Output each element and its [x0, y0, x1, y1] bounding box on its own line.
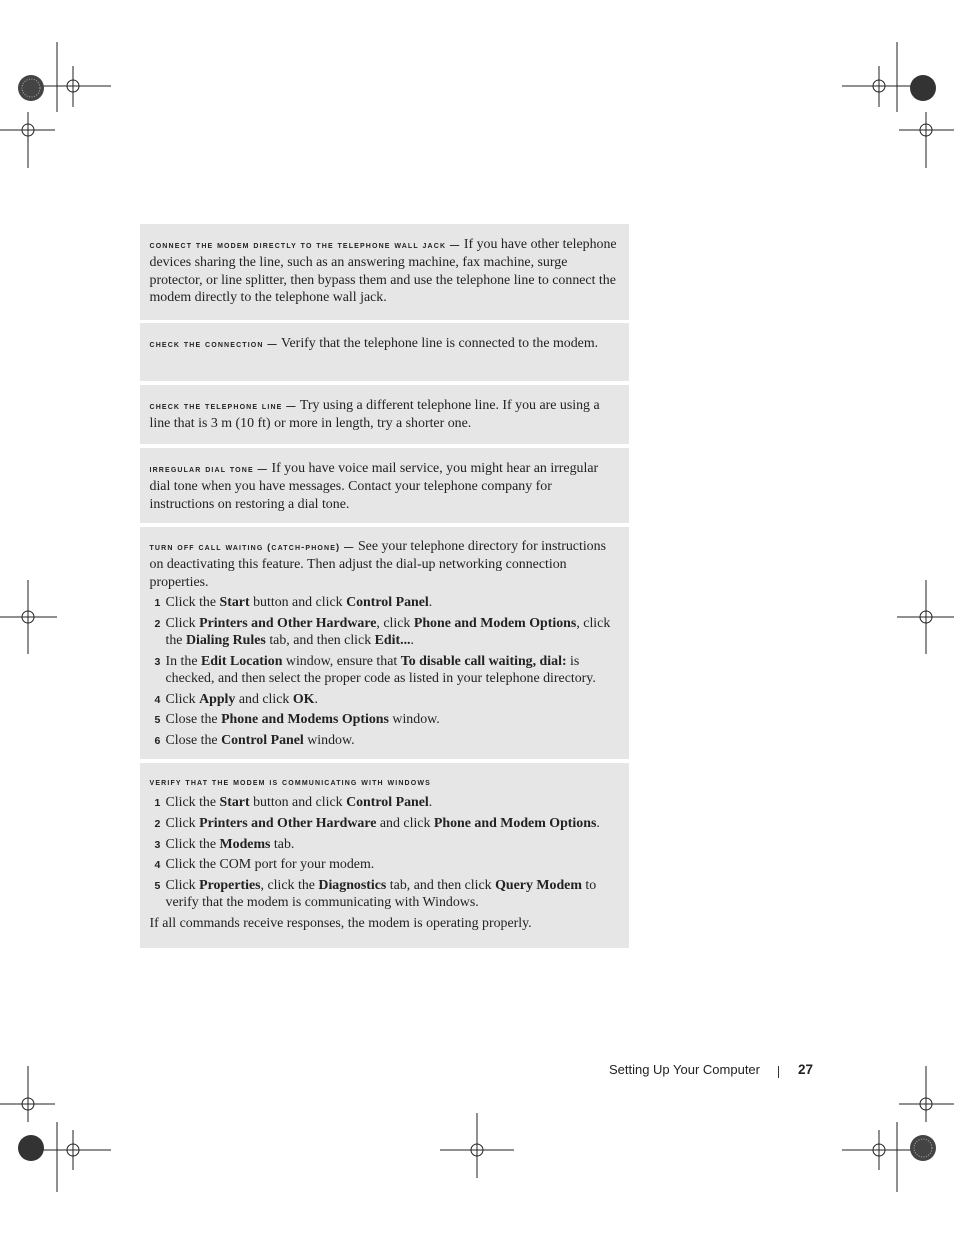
- tip-box-verify-modem: [140, 763, 629, 948]
- ui-term: Control Panel: [346, 594, 429, 610]
- step-text: Close the: [165, 732, 222, 748]
- step-text: In the: [165, 653, 201, 669]
- step-text: Click the COM port for your modem.: [165, 857, 375, 873]
- step-text: Click the: [165, 836, 220, 852]
- step-number: 3: [154, 655, 161, 668]
- tip-heading: check the connection —: [149, 339, 278, 349]
- step-text: Click: [165, 815, 200, 831]
- step-text: window.: [388, 712, 440, 728]
- step-item: [150, 711, 620, 728]
- footer-section-title: Setting Up Your Computer: [608, 1062, 760, 1077]
- step-number: 5: [154, 714, 161, 727]
- step-text: and click: [376, 815, 434, 831]
- ui-term: Control Panel: [346, 795, 429, 811]
- step-number: 2: [154, 617, 161, 630]
- page-footer: [560, 1062, 813, 1082]
- step-text: , click the: [165, 615, 611, 648]
- step-text: , click the: [260, 878, 319, 894]
- step-text: .: [428, 795, 433, 811]
- tip-body: Try using a different telephone line. If you are using a line that is 3 m (10 ft) or more in length, try a shorter one.: [149, 398, 600, 432]
- tip-box-dial-tone: [140, 448, 629, 523]
- step-number: 3: [154, 838, 161, 851]
- tip-heading: irregular dial tone —: [149, 464, 268, 474]
- ui-term: Phone and Modems Options: [221, 712, 389, 728]
- step-text: Click: [165, 691, 200, 707]
- step-item: [150, 836, 620, 853]
- step-text: Click: [165, 878, 200, 894]
- tip-body: If you have other telephone devices sharing the line, such as an answering machine, fax machine, surge protector, or line splitter, then bypass them and use the telephone line to connect the modem directly to the telephone wall jack.: [149, 237, 617, 305]
- ui-term: Printers and Other Hardware: [199, 815, 377, 831]
- step-item: [150, 856, 620, 873]
- ui-term: Query Modem: [495, 878, 582, 894]
- ui-term: Properties: [199, 878, 261, 894]
- step-text: Close the: [165, 712, 222, 728]
- tip-heading: verify that the modem is communicating with windows: [149, 777, 431, 787]
- step-text: Click: [165, 615, 200, 631]
- step-item: [150, 594, 620, 611]
- step-text: tab.: [270, 836, 295, 852]
- step-text: and click: [235, 691, 293, 707]
- step-number: 4: [154, 693, 161, 706]
- step-text: to verify that the modem is communicating with Windows.: [165, 878, 597, 911]
- ui-term: Edit Location: [201, 653, 283, 669]
- ui-term: Dialing Rules: [185, 632, 266, 648]
- step-text: button and click: [249, 594, 347, 610]
- tip-heading: turn off call waiting (catch-phone) —: [149, 542, 355, 552]
- ui-term: OK: [292, 691, 315, 707]
- step-number: 1: [154, 596, 161, 609]
- tip-box-check-line: [140, 385, 629, 444]
- step-text: .: [314, 691, 318, 707]
- ui-term: Start: [219, 594, 250, 610]
- step-text: Click the: [165, 795, 220, 811]
- ui-term: Apply: [199, 691, 236, 707]
- step-item: [150, 877, 620, 912]
- step-number: 6: [154, 734, 161, 747]
- step-text: button and click: [249, 795, 347, 811]
- step-text: Click the: [165, 594, 220, 610]
- tip-paragraph: [150, 538, 620, 591]
- tip-paragraph: [150, 236, 620, 306]
- step-item: [150, 653, 620, 688]
- step-text: window, ensure that: [282, 653, 401, 669]
- step-number: 4: [154, 859, 161, 872]
- step-text: tab, and then click: [265, 632, 375, 648]
- ui-term: Modems: [219, 836, 271, 852]
- page-number: 27: [797, 1062, 813, 1077]
- step-text: .: [596, 815, 600, 831]
- ui-term: Diagnostics: [318, 878, 387, 894]
- step-number: 1: [154, 797, 161, 810]
- tip-body: See your telephone directory for instructions on deactivating this feature. Then adjust the dial-up networking connection properties.: [149, 539, 606, 590]
- tip-trailing-note: If all commands receive responses, the modem is operating properly.: [149, 916, 532, 932]
- footer-divider: [778, 1066, 779, 1078]
- step-item: [150, 815, 620, 832]
- ui-term: Control Panel: [221, 732, 304, 748]
- step-text: .: [410, 632, 415, 648]
- tip-paragraph: [150, 335, 620, 353]
- tip-heading: connect the modem directly to the telephone wall jack —: [149, 240, 461, 250]
- step-item: [150, 691, 620, 708]
- tip-body: If you have voice mail service, you might hear an irregular dial tone when you have messages. Contact your telephone company for instructions on restoring a dial tone.: [149, 461, 599, 512]
- step-item: [150, 794, 620, 811]
- step-text: tab, and then click: [386, 878, 496, 894]
- step-text: , click: [376, 615, 414, 631]
- step-text: window.: [303, 732, 355, 748]
- ui-term: Start: [219, 795, 250, 811]
- tip-paragraph: [150, 397, 620, 433]
- tip-body: Verify that the telephone line is connected to the modem.: [281, 336, 599, 351]
- step-text: is checked, and then select the proper code as listed in your telephone directory.: [165, 653, 596, 686]
- tip-paragraph: [150, 773, 620, 791]
- tip-paragraph: [150, 460, 620, 513]
- ui-term: Printers and Other Hardware: [199, 615, 377, 631]
- tip-heading: check the telephone line —: [149, 401, 297, 411]
- step-item: [150, 615, 620, 650]
- step-text: .: [428, 594, 433, 610]
- step-item: [150, 732, 620, 749]
- tip-box-connect-direct: [140, 224, 629, 320]
- ui-term: Phone and Modem Options: [413, 615, 577, 631]
- step-list: [150, 794, 620, 911]
- step-number: 2: [154, 817, 161, 830]
- tip-box-check-connection: [140, 323, 629, 381]
- ui-term: Phone and Modem Options: [433, 815, 597, 831]
- ui-term: To disable call waiting, dial:: [400, 653, 567, 669]
- ui-term: Edit...: [374, 632, 411, 648]
- tip-box-call-waiting: [140, 527, 629, 759]
- step-number: 5: [154, 880, 161, 893]
- step-list: [150, 594, 620, 749]
